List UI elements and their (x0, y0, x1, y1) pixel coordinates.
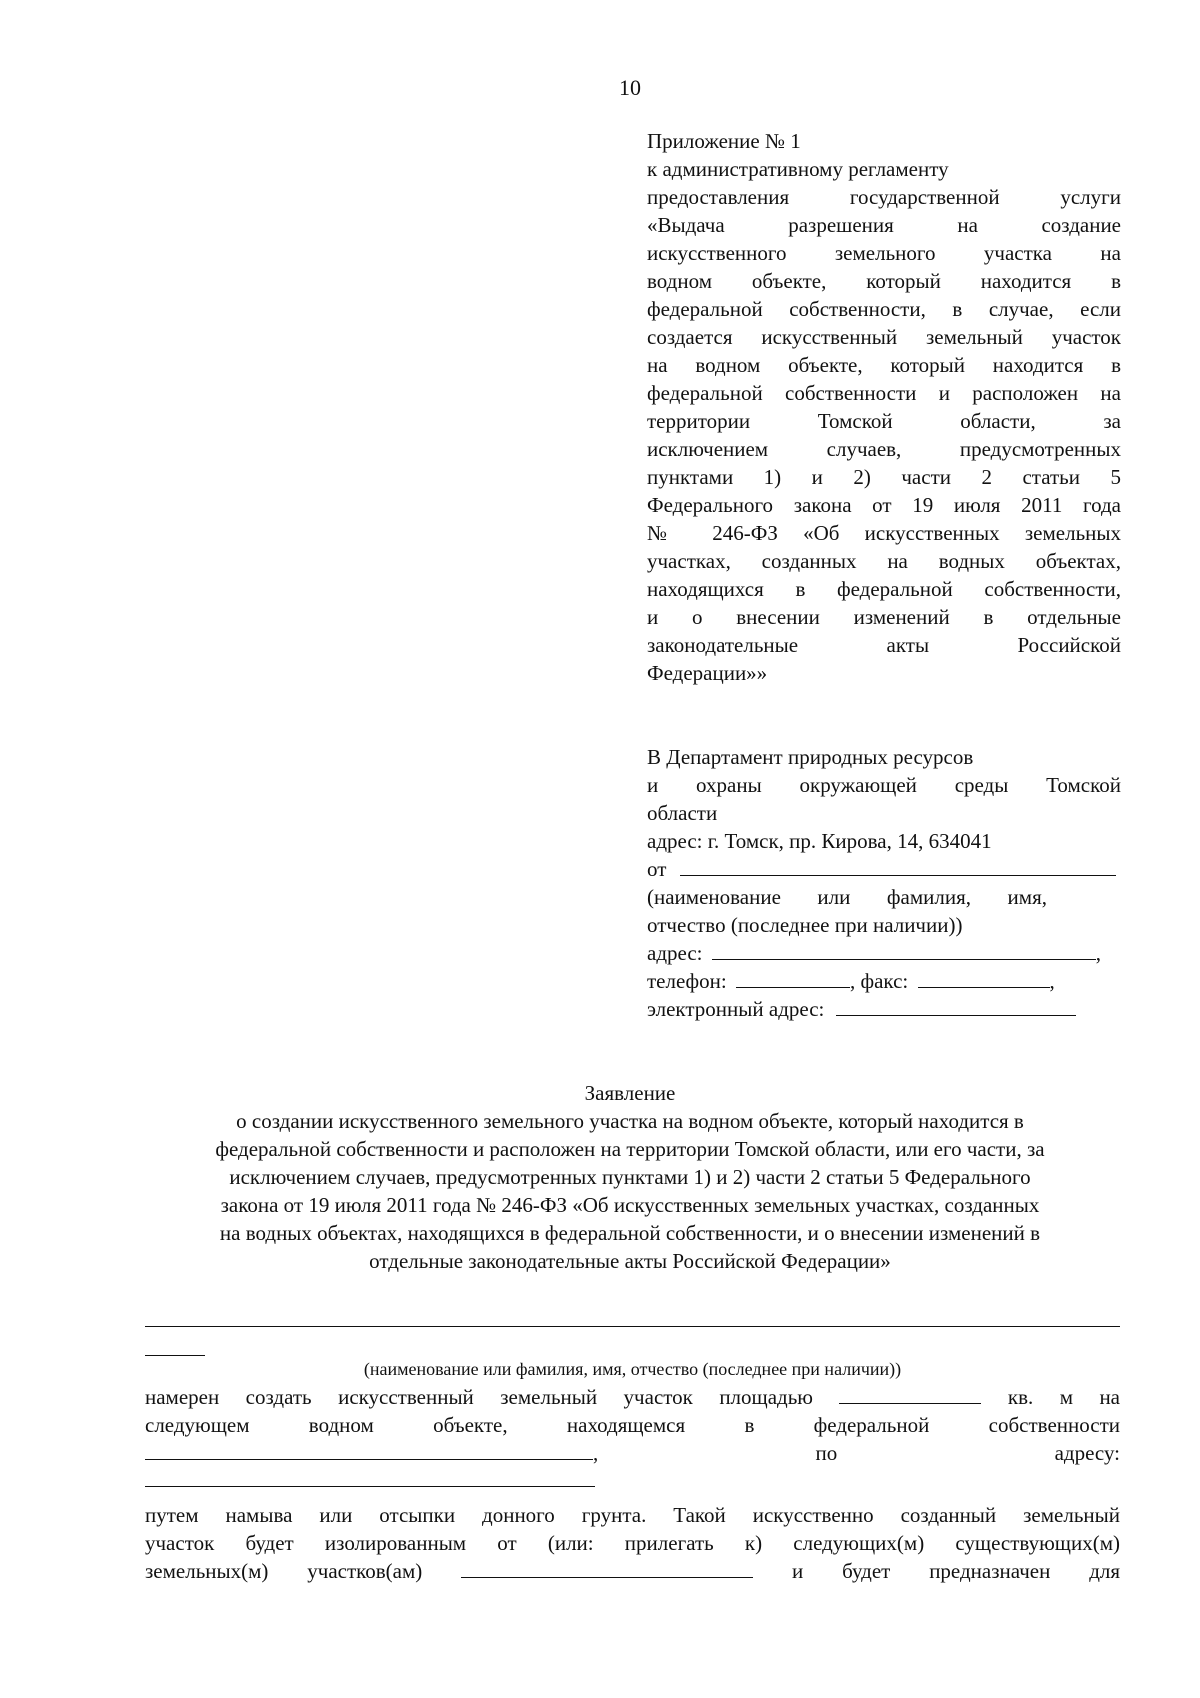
statement-title: Заявление (584, 1081, 676, 1105)
phone-fax-row (647, 967, 1121, 995)
address-comma: , (1095, 941, 1102, 965)
body-line: следующем водном объекте, находящемся в федеральной собственности (145, 1413, 1120, 1437)
appendix-line: на водном объекте, который находится в (647, 353, 1121, 377)
body-line: путем намыва или отсыпки донного грунта. Такой искусственно созданный земельный (145, 1503, 1120, 1527)
statement-subtitle-line: о создании искусственного земельного участка на водном объекте, который находится в (236, 1109, 1024, 1133)
adjacent-plots-blank[interactable] (461, 1559, 753, 1578)
applicant-caption: (наименование или фамилия, имя, отчество (последнее при наличии)) (363, 1359, 902, 1379)
appendix-line: создается искусственный земельный участок (647, 325, 1121, 349)
body-line (145, 1383, 1120, 1411)
body-text: адресу: (1054, 1441, 1121, 1465)
address-label: адрес: (647, 941, 703, 965)
email-label: электронный адрес: (647, 997, 825, 1021)
appendix-line: участках, созданных на водных объектах, (647, 549, 1121, 573)
body-line (145, 1439, 1120, 1467)
applicant-name-blank[interactable] (145, 1326, 1120, 1327)
appendix-line: предоставления государственной услуги (647, 185, 1121, 209)
appendix-line: находящихся в федеральной собственности, (647, 577, 1121, 601)
email-field-row (647, 995, 1121, 1023)
statement-title-block (140, 1079, 1120, 1275)
statement-subtitle-line: на водных объектах, находящихся в федеральной собственности, и о внесении изменений в (219, 1221, 1041, 1245)
statement-body (145, 1383, 1120, 1585)
applicant-name-blank-continuation[interactable] (145, 1355, 205, 1356)
area-blank[interactable] (839, 1385, 981, 1404)
addressee-line: области (647, 801, 718, 825)
fax-label: , факс: (849, 969, 909, 993)
addressee-line: В Департамент природных ресурсов (647, 745, 974, 769)
appendix-line: федеральной собственности и расположен на (647, 381, 1121, 405)
statement-subtitle-line: федеральной собственности и расположен на территории Томской области, или его части, за (215, 1137, 1045, 1161)
appendix-line: Федерации»» (647, 661, 768, 685)
appendix-line: и о внесении изменений в отдельные (647, 605, 1121, 629)
appendix-line: территории Томской области, за (647, 409, 1121, 433)
fax-blank[interactable] (918, 969, 1050, 988)
name-hint: отчество (последнее при наличии)) (647, 913, 963, 937)
appendix-line: исключением случаев, предусмотренных (647, 437, 1121, 461)
from-blank[interactable] (680, 857, 1116, 876)
statement-subtitle-line: закона от 19 июля 2011 года № 246-ФЗ «Об искусственных земельных участках, созданных (220, 1193, 1040, 1217)
from-label: от (647, 857, 667, 881)
appendix-line: пунктами 1) и 2) части 2 статьи 5 (647, 465, 1121, 489)
page-number: 10 (619, 75, 641, 100)
address-blank[interactable] (712, 941, 1096, 960)
appendix-line: водном объекте, который находится в (647, 269, 1121, 293)
appendix-line: к административному регламенту (647, 157, 949, 181)
appendix-line: № 246-ФЗ «Об искусственных земельных (647, 521, 1121, 545)
appendix-line: федеральной собственности, в случае, если (647, 297, 1121, 321)
appendix-line: законодательные акты Российской (647, 633, 1121, 657)
addressee-line: и охраны окружающей среды Томской (647, 773, 1121, 797)
body-text: по (815, 1441, 838, 1465)
appendix-line: искусственного земельного участка на (647, 241, 1121, 265)
appendix-heading: Приложение № 1 (647, 129, 801, 153)
water-object-blank[interactable] (145, 1441, 593, 1460)
body-line (145, 1557, 1120, 1585)
addressee-block (647, 743, 1121, 1023)
addressee-address: адрес: г. Томск, пр. Кирова, 14, 634041 (647, 829, 992, 853)
statement-subtitle-line: отдельные законодательные акты Российской Федерации» (369, 1249, 891, 1273)
appendix-line: Федерального закона от 19 июля 2011 года (647, 493, 1121, 517)
phone-blank[interactable] (736, 969, 850, 988)
body-text: намерен создать искусственный земельный участок площадью (145, 1385, 813, 1409)
appendix-header (647, 127, 1121, 687)
phone-label: телефон: (647, 969, 727, 993)
body-text: земельных(м) участков(ам) (145, 1559, 423, 1583)
from-field-row (647, 855, 1121, 883)
appendix-line: «Выдача разрешения на создание (647, 213, 1121, 237)
address-blank-row (145, 1467, 1120, 1493)
body-text: и будет предназначен для (792, 1559, 1121, 1583)
body-text: , (593, 1441, 599, 1465)
statement-subtitle-line: исключением случаев, предусмотренных пунктами 1) и 2) части 2 статьи 5 Федерального (229, 1165, 1031, 1189)
name-hint: (наименование или фамилия, имя, (647, 885, 1047, 909)
email-blank[interactable] (836, 997, 1076, 1016)
water-object-address-blank[interactable] (145, 1486, 595, 1487)
body-text: кв. м на (1007, 1385, 1121, 1409)
fax-comma: , (1049, 969, 1055, 993)
body-line: участок будет изолированным от (или: прилегать к) следующих(м) существующих(м) (145, 1531, 1120, 1555)
address-field-row (647, 939, 1121, 967)
